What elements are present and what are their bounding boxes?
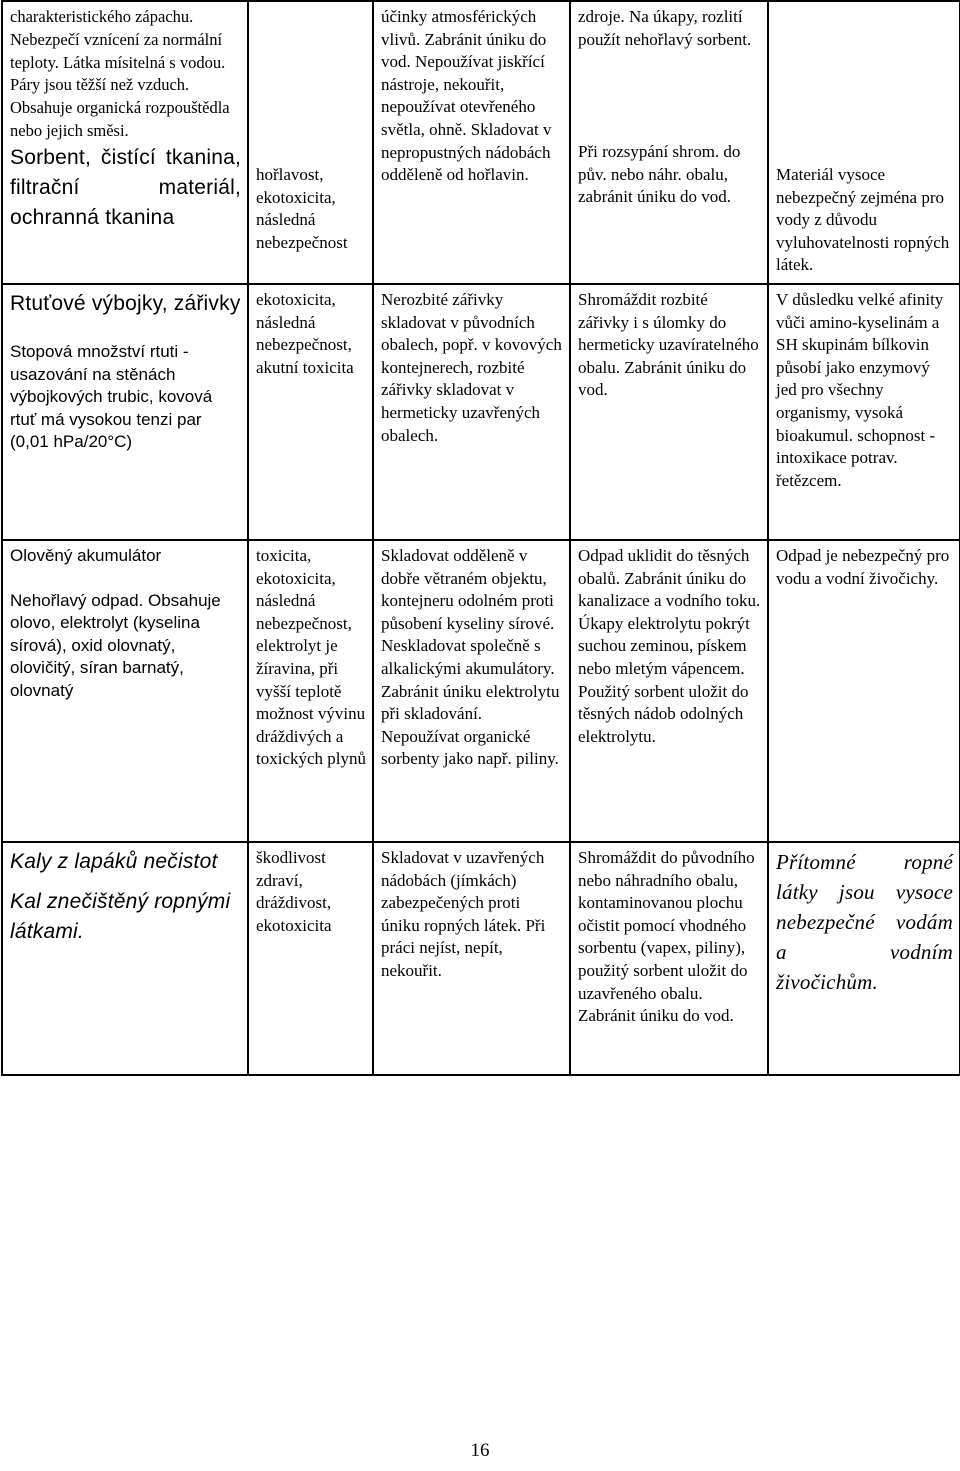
waste-description: Nehořlavý odpad. Obsahuje olovo, elektrolyt (kyselina sírová), oxid olovnatý, olovičitý, síran barnatý, olovnatý: [10, 590, 221, 700]
spill-instructions-continued: zdroje. Na úkapy, rozlití použít nehořlavý sorbent.: [578, 7, 752, 49]
storage-cell: [373, 842, 570, 1075]
waste-title: Sorbent, čistící tkanina, filtrační materiál, ochranná tkanina: [10, 145, 241, 229]
environment-notes: Odpad je nebezpečný pro vodu a vodní živočichy.: [776, 545, 950, 588]
waste-title-secondary: Kal znečištěný ropnými látkami.: [10, 889, 231, 943]
storage-instructions: Skladovat odděleně v dobře větraném objektu, kontejneru odolném proti působení kyseliny sírové. Neskladovat společně s alkalickými akumulátory. Zabránit úniku elektrolytu při skladování. Nepoužívat organické sorbenty jako např. piliny.: [381, 545, 560, 769]
environment-cell: [768, 284, 960, 540]
continued-description: charakteristického zápachu. Nebezpečí vznícení za normální teploty. Látka mísitelná s vodou. Páry jsou těžší než vzduch. Obsahuje organická rozpouštědla nebo jejich směsi.: [10, 7, 230, 140]
hazard-properties-cell: [248, 284, 373, 540]
hazard-properties: toxicita, ekotoxicita, následná nebezpečnost, elektrolyt je žíravina, při vyšší teplotě možnost vývinu dráždivých a toxických plynů: [256, 545, 367, 769]
waste-name-cell: [2, 284, 248, 540]
spill-cell: [570, 1, 768, 284]
waste-title: Olověný akumulátor: [10, 545, 162, 565]
storage-instructions: Nerozbité zářivky skladovat v původních obalech, popř. v kovových kontejnerech, rozbité zářivky skladovat v hermeticky uzavřených obalech.: [381, 289, 562, 445]
hazard-table: [1, 0, 960, 1076]
waste-title: Kaly z lapáků nečistot: [10, 849, 218, 873]
spill-instructions: Shromáždit rozbité zářivky i s úlomky do hermeticky uzavíratelného obalu. Zabránit úniku do vod.: [578, 289, 759, 400]
hazard-properties-cell: [248, 1, 373, 284]
waste-name-cell: [2, 842, 248, 1075]
waste-name-cell: [2, 1, 248, 284]
waste-description: Stopová množství rtuti - usazování na stěnách výbojkových trubic, kovová rtuť má vysokou tenzi par (0,01 hPa/20°C): [10, 341, 213, 452]
storage-cell: [373, 540, 570, 842]
waste-title: Rtuťové výbojky, zářivky: [10, 291, 241, 315]
spill-instructions: Odpad uklidit do těsných obalů. Zabránit úniku do kanalizace a vodního toku. Úkapy elektrolytu pokrýt suchou zeminou, pískem nebo mletým vápencem. Použitý sorbent uložit do těsných nádob odolných elektrolytu.: [578, 545, 761, 746]
table-row: [2, 842, 960, 1075]
environment-notes: Přítomné ropné látky jsou vysoce nebezpečné vodám a vodním živočichům.: [776, 849, 953, 994]
waste-name-cell: [2, 540, 248, 842]
spill-instructions: Shromáždit do původního nebo náhradního obalu, kontaminovanou plochu očistit pomocí vhodného sorbentu (vapex, piliny), použitý sorbent uložit do uzavřeného obalu. Zabránit úniku do vod.: [578, 847, 755, 1026]
environment-notes: Materiál vysoce nebezpečný zejména pro vody z důvodu vyluhovatelnosti ropných látek.: [776, 165, 950, 275]
storage-cell: [373, 284, 570, 540]
hazard-properties-cell: [248, 842, 373, 1075]
environment-notes: V důsledku velké afinity vůči amino-kyselinám a SH skupinám bílkovin působí jako enzymový jed pro všechny organismy, vysoká bioakumul. schopnost - intoxikace potrav. řetězcem.: [776, 289, 944, 490]
storage-instructions: Skladovat v uzavřených nádobách (jímkách) zabezpečených proti úniku ropných látek. Při práci nejíst, nepít, nekouřit.: [381, 847, 546, 980]
page-number: 16: [470, 1440, 490, 1461]
environment-cell: [768, 1, 960, 284]
table-row: [2, 284, 960, 540]
table-row: [2, 1, 960, 284]
spill-instructions: Při rozsypání shrom. do pův. nebo náhr. obalu, zabránit úniku do vod.: [578, 142, 741, 207]
environment-cell: [768, 842, 960, 1075]
hazard-properties: škodlivost zdraví, dráždivost, ekotoxicita: [256, 847, 332, 935]
spill-cell: [570, 540, 768, 842]
spill-cell: [570, 284, 768, 540]
environment-cell: [768, 540, 960, 842]
hazard-properties: ekotoxicita, následná nebezpečnost, akutní toxicita: [256, 289, 354, 377]
hazard-properties-cell: [248, 540, 373, 842]
spill-cell: [570, 842, 768, 1075]
hazard-properties: hořlavost, ekotoxicita, následná nebezpečnost: [256, 165, 348, 252]
table-row: [2, 540, 960, 842]
storage-instructions: účinky atmosférických vlivů. Zabránit úniku do vod. Nepoužívat jiskřící nástroje, nekouřit, nepoužívat otevřeného světla, ohně. Skladovat v nepropustných nádobách odděleně od hořlavin.: [381, 7, 552, 185]
storage-cell: [373, 1, 570, 284]
